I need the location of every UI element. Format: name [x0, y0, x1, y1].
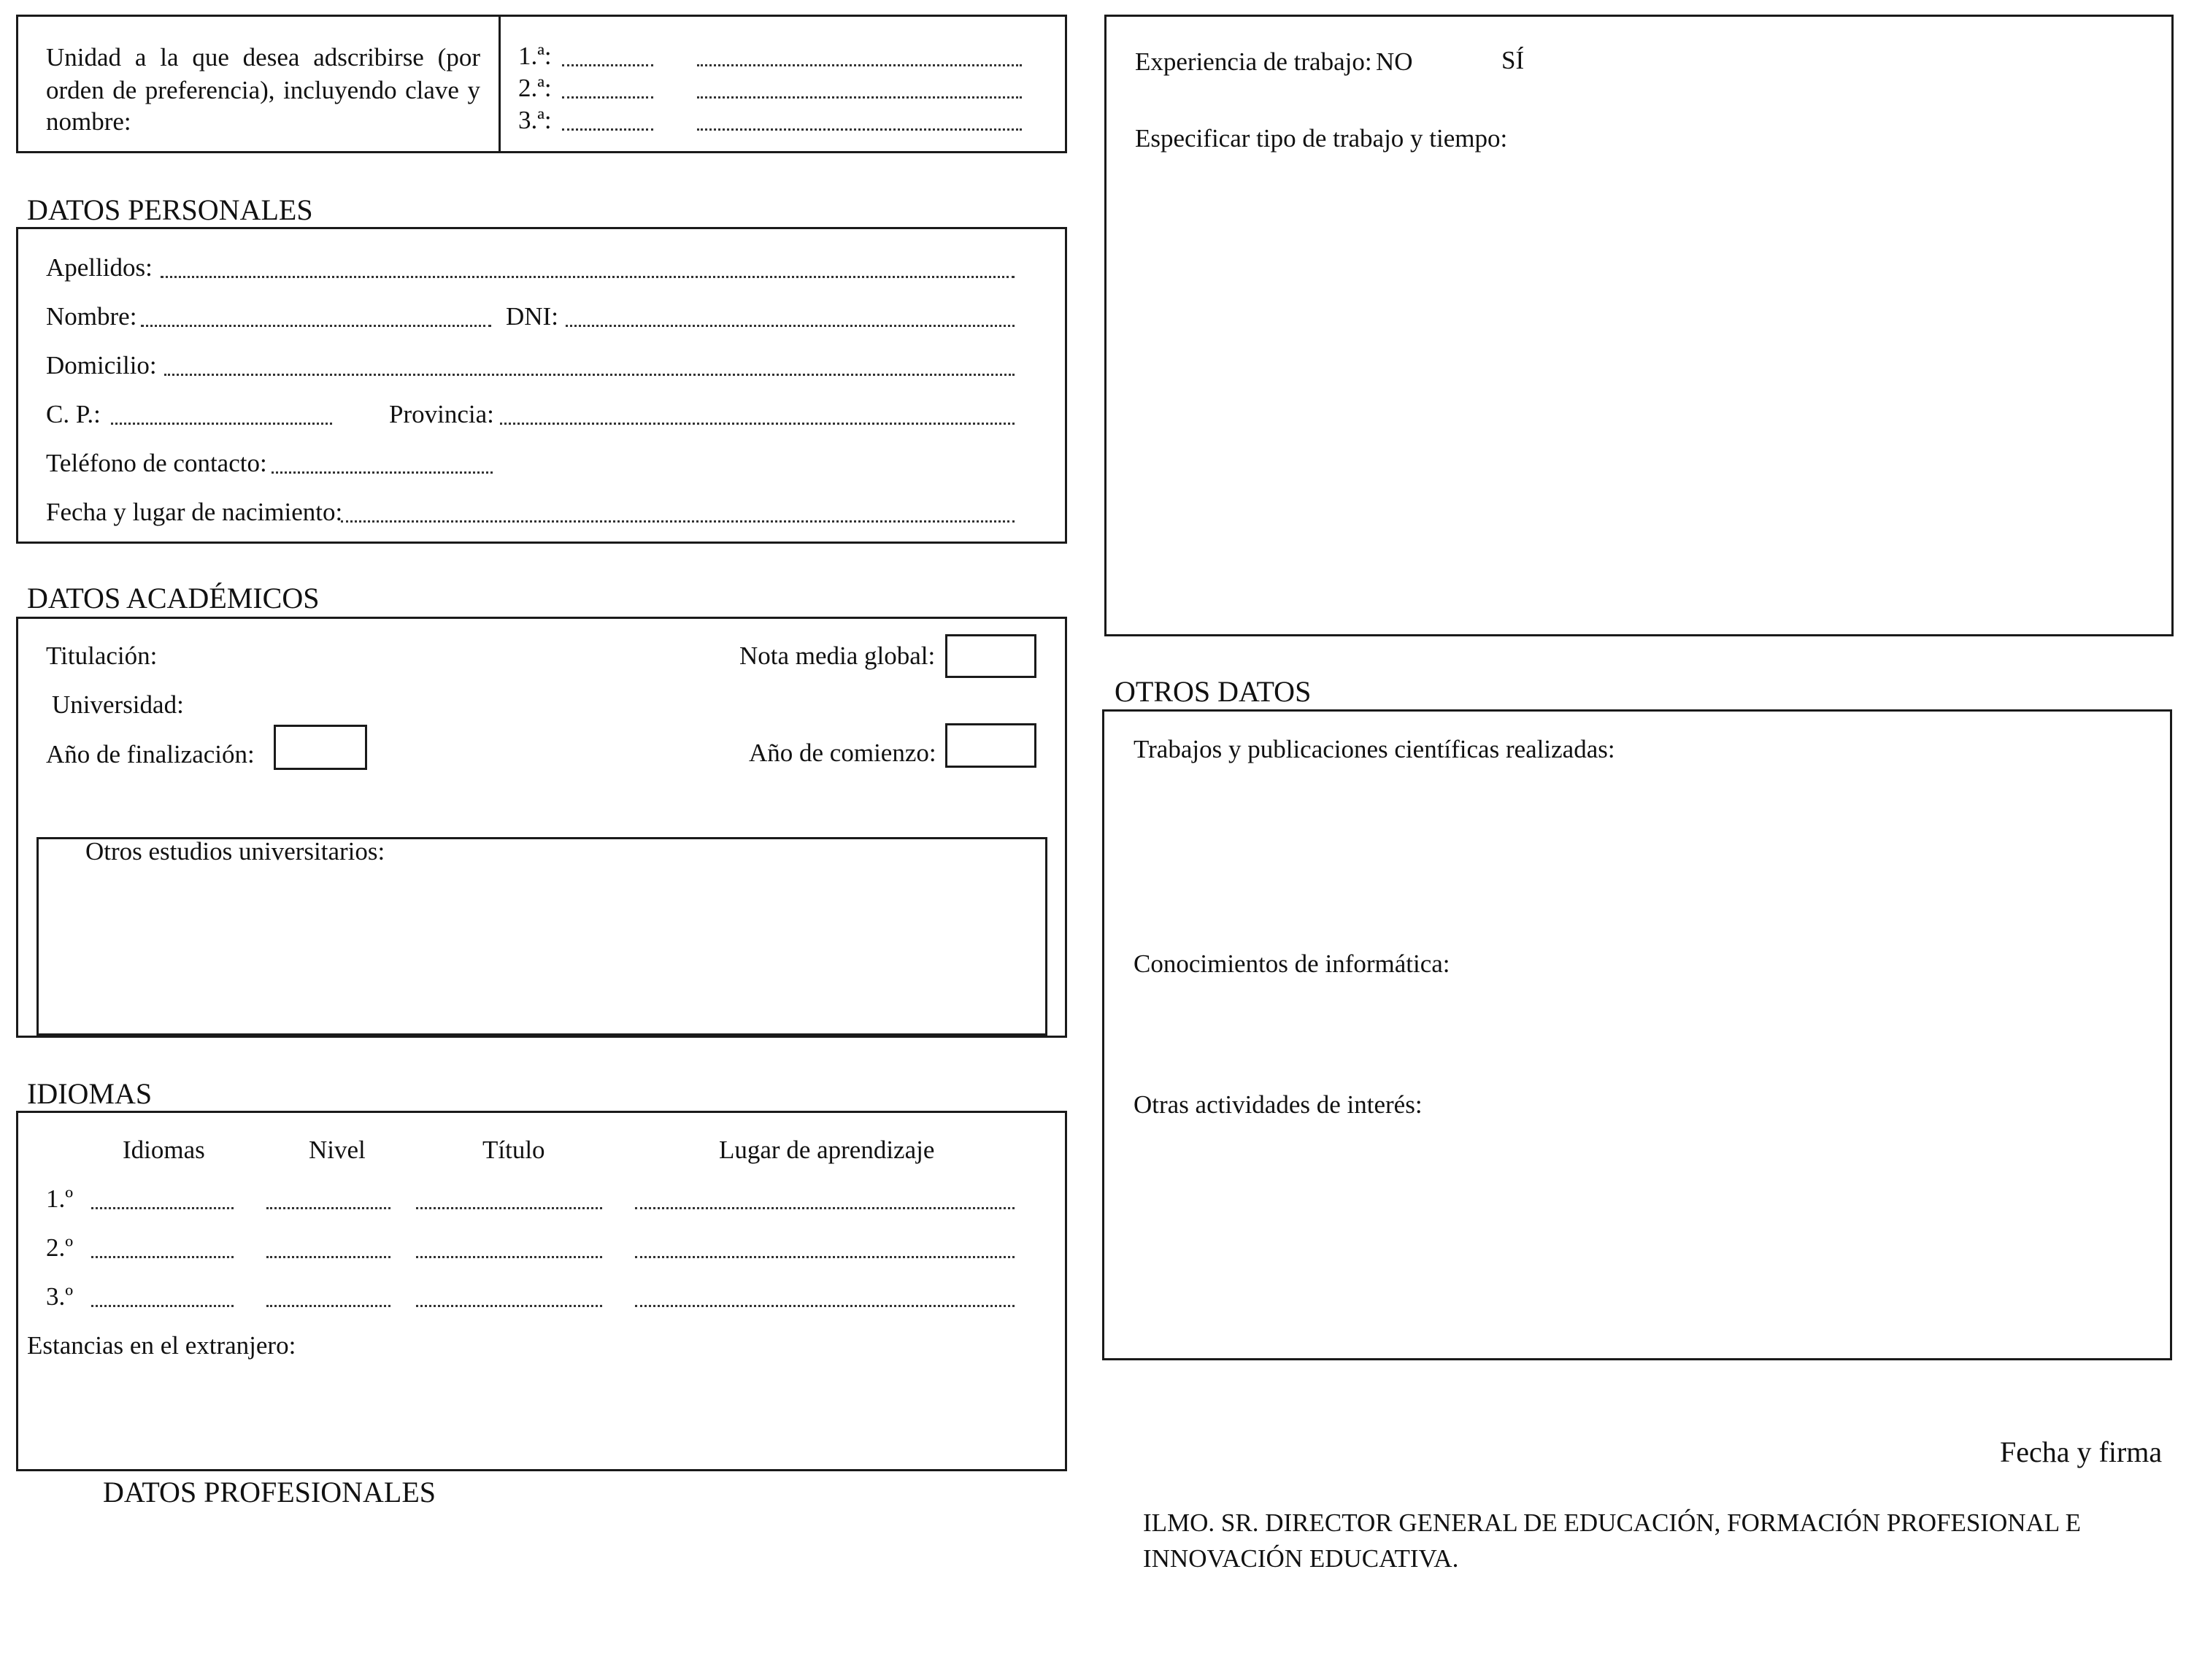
- experiencia-label: Experiencia de trabajo:: [1135, 47, 1372, 76]
- fecha-lugar-field[interactable]: [341, 520, 1015, 523]
- fecha-lugar-label: Fecha y lugar de nacimiento:: [46, 498, 343, 526]
- universidad-label: Universidad:: [52, 690, 184, 719]
- titulacion-label: Titulación:: [46, 641, 158, 670]
- other-data-box: [1102, 709, 2172, 1360]
- experiencia-si-option[interactable]: SÍ: [1501, 46, 1525, 74]
- unit-label-line2: orden de preferencia), incluyendo clave y: [46, 76, 480, 104]
- informatica-label: Conocimientos de informática:: [1134, 949, 1450, 978]
- language-row-2-idioma-field[interactable]: [91, 1256, 234, 1258]
- language-row-1-nivel-field[interactable]: [266, 1207, 390, 1209]
- nombre-label: Nombre:: [46, 302, 137, 331]
- ano-comienzo-input[interactable]: [945, 723, 1036, 768]
- domicilio-label: Domicilio:: [46, 351, 157, 379]
- language-row-3-label: 3.º: [46, 1282, 74, 1311]
- language-row-3-nivel-field[interactable]: [266, 1305, 390, 1307]
- unit-option-1-name-field[interactable]: [697, 64, 1022, 66]
- unit-option-3-name-field[interactable]: [697, 128, 1022, 131]
- telefono-label: Teléfono de contacto:: [46, 449, 267, 477]
- fecha-firma-label: Fecha y firma: [2000, 1436, 2163, 1468]
- ano-finalizacion-input[interactable]: [274, 725, 367, 770]
- col-lugar-header: Lugar de aprendizaje: [719, 1136, 935, 1164]
- addressee-line2: INNOVACIÓN EDUCATIVA.: [1143, 1544, 1459, 1573]
- unit-label-line3: nombre:: [46, 107, 131, 136]
- domicilio-field[interactable]: [164, 374, 1015, 376]
- unit-option-3-label: 3.ª:: [518, 106, 552, 134]
- estancias-label: Estancias en el extranjero:: [27, 1331, 296, 1360]
- cp-field[interactable]: [111, 423, 332, 425]
- professional-data-box: [1104, 15, 2174, 636]
- language-row-3-titulo-field[interactable]: [416, 1305, 602, 1307]
- unit-box-divider: [499, 15, 501, 153]
- nota-media-input[interactable]: [945, 634, 1036, 678]
- apellidos-label: Apellidos:: [46, 253, 153, 282]
- other-data-heading: OTROS DATOS: [1115, 675, 1312, 708]
- trabajos-label: Trabajos y publicaciones científicas realizadas:: [1134, 735, 1615, 763]
- actividades-label: Otras actividades de interés:: [1134, 1090, 1423, 1119]
- unit-option-1-label: 1.ª:: [518, 42, 552, 70]
- nombre-field[interactable]: [141, 325, 491, 327]
- unit-label-line1: Unidad a la que desea adscribirse (por: [46, 43, 480, 72]
- language-row-3-idioma-field[interactable]: [91, 1305, 234, 1307]
- language-row-1-lugar-field[interactable]: [635, 1207, 1015, 1209]
- languages-heading: IDIOMAS: [27, 1077, 153, 1110]
- language-row-2-label: 2.º: [46, 1233, 74, 1262]
- provincia-label: Provincia:: [389, 400, 494, 428]
- nota-media-label: Nota media global:: [739, 641, 936, 670]
- dni-label: DNI:: [506, 302, 558, 331]
- unit-option-1-code-field[interactable]: [562, 64, 653, 66]
- ano-comienzo-label: Año de comienzo:: [749, 739, 936, 767]
- language-row-3-lugar-field[interactable]: [635, 1305, 1015, 1307]
- language-row-1-idioma-field[interactable]: [91, 1207, 234, 1209]
- unit-option-2-name-field[interactable]: [697, 96, 1022, 99]
- ano-finalizacion-label: Año de finalización:: [46, 740, 255, 768]
- language-row-2-lugar-field[interactable]: [635, 1256, 1015, 1258]
- unit-option-3-code-field[interactable]: [562, 128, 653, 131]
- apellidos-field[interactable]: [161, 276, 1015, 278]
- language-row-2-titulo-field[interactable]: [416, 1256, 602, 1258]
- col-nivel-header: Nivel: [309, 1136, 366, 1164]
- telefono-field[interactable]: [272, 471, 493, 474]
- especificar-label: Especificar tipo de trabajo y tiempo:: [1135, 124, 1508, 153]
- col-titulo-header: Título: [482, 1136, 545, 1164]
- cp-label: C. P.:: [46, 400, 101, 428]
- otros-estudios-label: Otros estudios universitarios:: [85, 837, 385, 866]
- language-row-1-titulo-field[interactable]: [416, 1207, 602, 1209]
- academic-data-heading: DATOS ACADÉMICOS: [27, 582, 320, 614]
- addressee-line1: ILMO. SR. DIRECTOR GENERAL DE EDUCACIÓN, FORMACIÓN PROFESIONAL E: [1143, 1508, 2082, 1537]
- unit-option-2-label: 2.ª:: [518, 74, 552, 102]
- col-idiomas-header: Idiomas: [123, 1136, 205, 1164]
- professional-data-heading: DATOS PROFESIONALES: [103, 1476, 436, 1508]
- provincia-field[interactable]: [500, 423, 1015, 425]
- personal-data-box: [16, 227, 1067, 544]
- experiencia-no-option[interactable]: NO: [1376, 47, 1413, 76]
- language-row-1-label: 1.º: [46, 1184, 74, 1213]
- unit-option-2-code-field[interactable]: [562, 96, 653, 99]
- language-row-2-nivel-field[interactable]: [266, 1256, 390, 1258]
- personal-data-heading: DATOS PERSONALES: [27, 193, 313, 226]
- dni-field[interactable]: [566, 325, 1015, 327]
